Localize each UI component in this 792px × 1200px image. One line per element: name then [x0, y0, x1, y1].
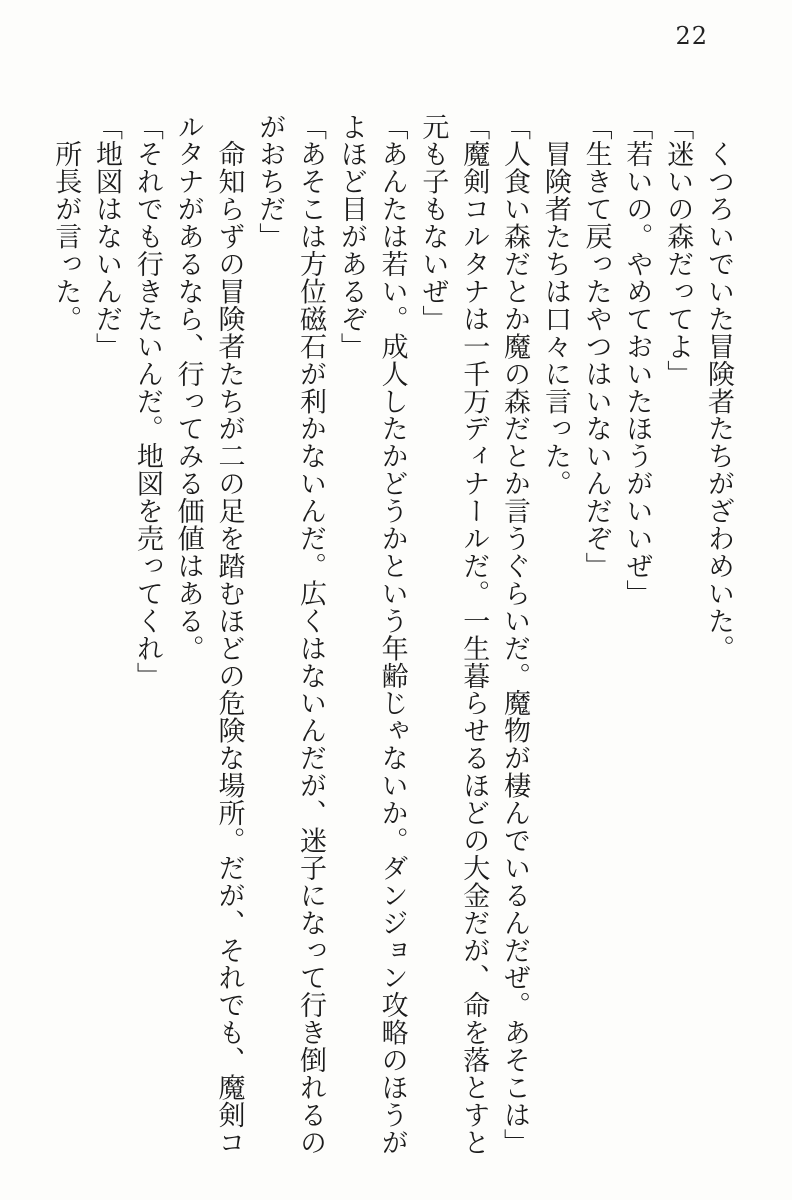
text-line: ルタナがあるなら、行ってみる価値はある。 — [172, 113, 204, 662]
text-line: 「生きて戻ったやつはいないんだぞ」 — [580, 113, 612, 580]
text-line: 「あそこは方位磁石が利かないんだ。広くはないんだが、迷子になって行き倒れるの — [295, 113, 327, 1157]
text-line: 「それでも行きたいんだ。地図を売ってくれ」 — [131, 113, 163, 690]
text-line: 元も子もないぜ」 — [417, 113, 449, 333]
text-line: 「人食い森だとか魔の森だとか言うぐらいだ。魔物が棲んでいるんだぜ。あそこは」 — [499, 113, 531, 1157]
text-line: 所長が言った。 — [50, 113, 82, 333]
text-line: よほど目があるぞ」 — [335, 113, 367, 361]
text-line: 冒険者たちは口々に言った。 — [539, 113, 571, 498]
text-line: 命知らずの冒険者たちが二の足を踏むほどの危険な場所。だが、それでも、魔剣コ — [213, 113, 245, 1157]
page-number: 22 — [675, 22, 708, 50]
text-line: 「若いの。やめておいたほうがいいぜ」 — [621, 113, 653, 608]
text-line: 「迷いの森だってよ」 — [662, 113, 694, 388]
text-line: 「地図はないんだ」 — [91, 113, 123, 361]
text-line: くつろいでいた冒険者たちがざわめいた。 — [703, 113, 734, 662]
text-block — [44, 113, 738, 1161]
text-line: 「魔剣コルタナは一千万ディナールだ。一生暮らせるほどの大金だが、命を落とすと — [458, 113, 490, 1157]
text-line: 「あんたは若い。成人したかどうかという年齢じゃないか。ダンジョン攻略のほうが — [376, 113, 408, 1157]
text-line: がおちだ」 — [254, 113, 286, 251]
